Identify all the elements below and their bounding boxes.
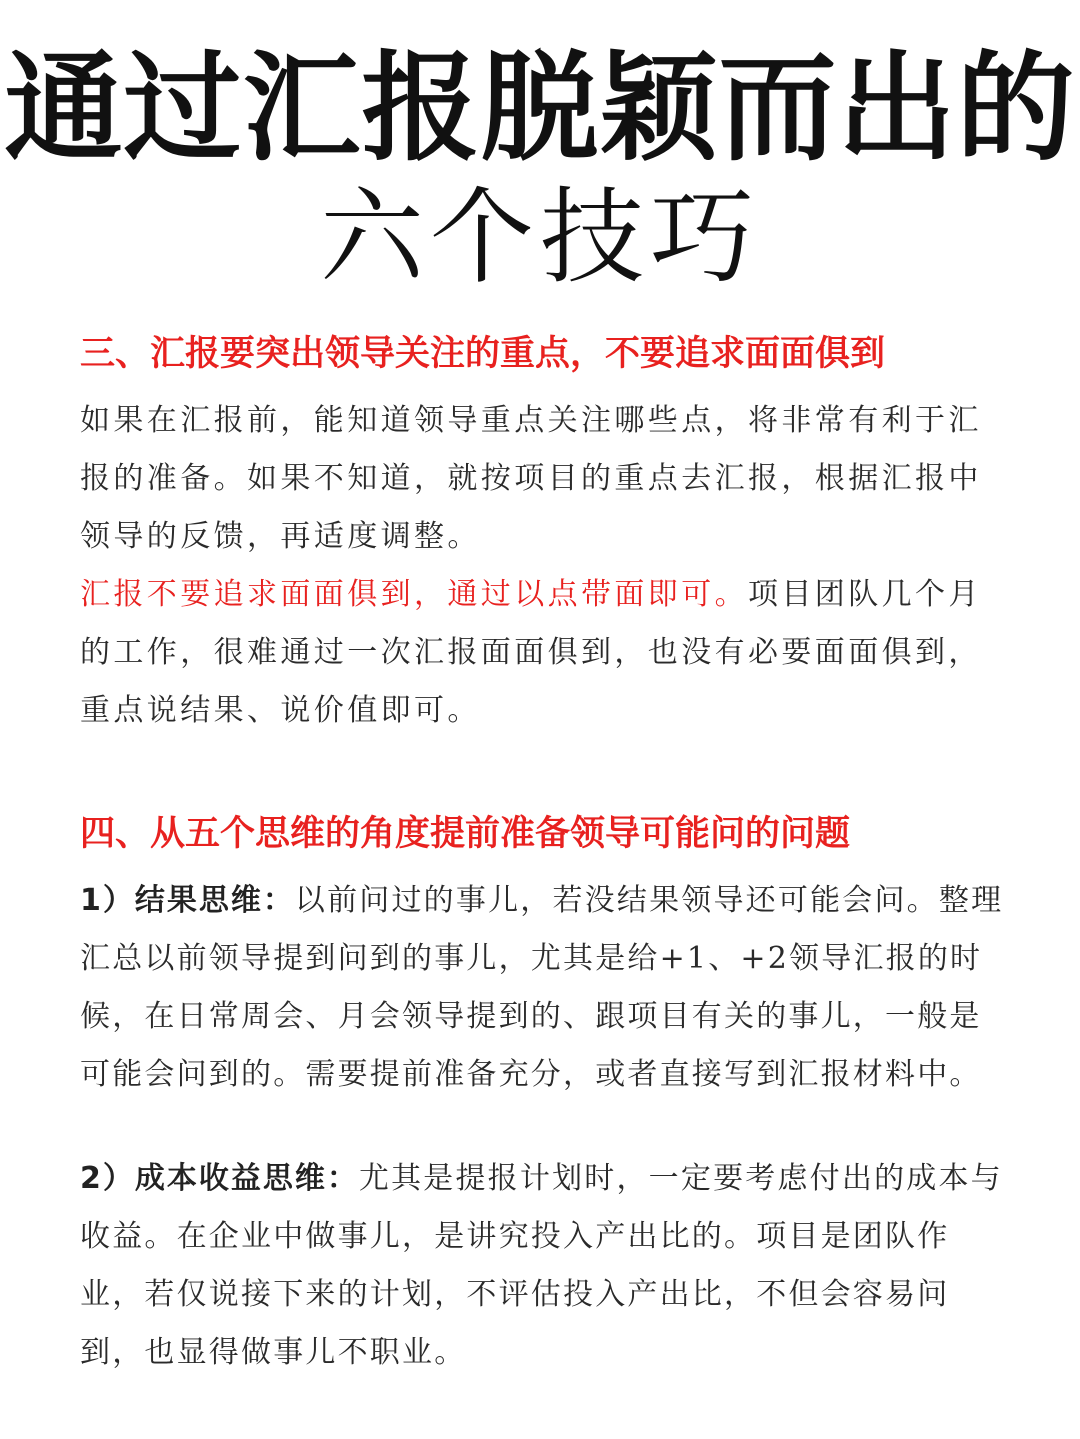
item-1-text: 以前问过的事儿，若没结果领导还可能会问。整理汇总以前领导提到问到的事儿，尤其是给+1、+2领导汇报的时候，在日常周会、月会领导提到的、跟项目有关的事儿，一般是可能会问到的。需要提前准备充分，或者直接写到汇报材料中。	[80, 883, 1004, 1092]
article-body	[80, 324, 1010, 1382]
section-3-paragraph-1: 如果在汇报前，能知道领导重点关注哪些点，将非常有利于汇报的准备。如果不知道，就按项目的重点去汇报，根据汇报中领导的反馈，再适度调整。	[80, 403, 982, 554]
section-3-highlight: 汇报不要追求面面俱到，通过以点带面即可。	[80, 577, 748, 612]
section-4-item-2	[80, 1150, 1010, 1382]
section-3-paragraph-2	[80, 566, 1010, 740]
item-2-label: 2）成本收益思维：	[80, 1161, 359, 1196]
page-title-line2: 六个技巧	[319, 176, 760, 298]
section-4-item-1	[80, 872, 1010, 1104]
item-2-text: 尤其是提报计划时，一定要考虑付出的成本与收益。在企业中做事儿，是讲究投入产出比的。项目是团队作业，若仅说接下来的计划，不评估投入产出比，不但会容易问到，也显得做事儿不职业。	[80, 1161, 1003, 1370]
item-1-label: 1）结果思维：	[80, 883, 295, 918]
section-4-heading: 四、从五个思维的角度提前准备领导可能问的问题	[80, 814, 851, 854]
section-3-heading: 三、汇报要突出领导关注的重点，不要追求面面俱到	[80, 334, 886, 374]
page-title-line1: 通过汇报脱颖而出的	[4, 39, 1076, 177]
section-3-paragraph-2-rest: 项目团队几个月的工作，很难通过一次汇报面面俱到，也没有必要面面俱到，重点说结果、说价值即可。	[80, 577, 982, 728]
